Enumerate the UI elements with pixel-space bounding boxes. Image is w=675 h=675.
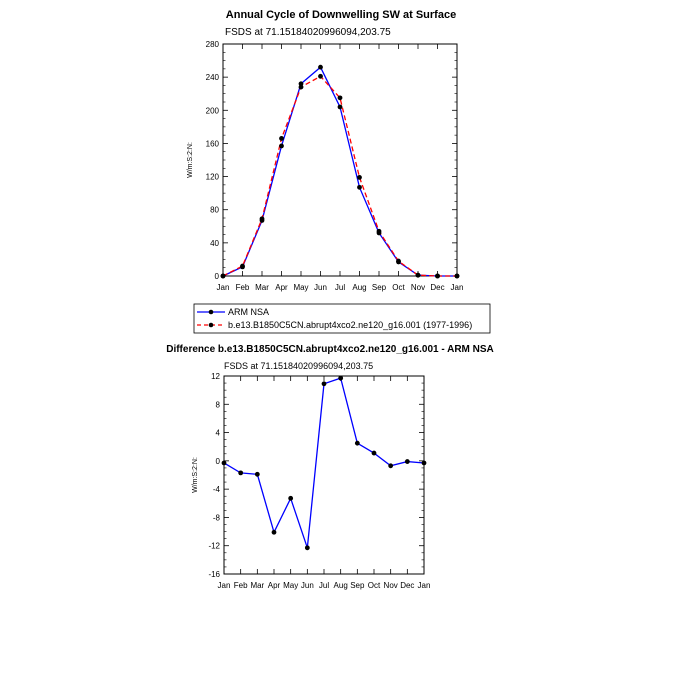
chart2-xtick-label: Sep: [350, 581, 365, 590]
chart1-ytick-label: 200: [205, 106, 219, 116]
chart2-xtick-label: Aug: [333, 581, 348, 590]
chart1-ytick-label: 0: [214, 272, 219, 281]
chart1-point-1-4: [299, 85, 304, 90]
chart1-point-1-7: [357, 175, 362, 180]
chart1-point-1-8: [377, 229, 382, 234]
chart1-xtick-label: May: [293, 283, 309, 292]
chart2-point-0-8: [355, 441, 360, 446]
chart2-xtick-label: May: [283, 581, 299, 590]
chart1-xtick-label: Oct: [392, 283, 405, 292]
chart1-xtick-label: Sep: [371, 283, 387, 292]
chart1-subtitle: FSDS at 71.15184020996094,203.75: [225, 27, 391, 38]
chart1-point-1-1: [240, 264, 245, 269]
chart2-point-0-7: [338, 376, 343, 381]
legend-model-marker: [209, 323, 214, 328]
chart1-ytick-label: 40: [210, 238, 219, 248]
chart2-point-0-9: [372, 451, 377, 456]
chart1-ytick-label: 240: [205, 73, 219, 83]
chart2-title: Difference b.e13.B1850C5CN.abrupt4xco2.ne120_g16.001 - ARM NSA: [166, 344, 494, 355]
chart2-ytick-label: 12: [211, 372, 220, 381]
chart2-xtick-label: Dec: [400, 581, 415, 590]
chart1-xtick-label: Dec: [430, 283, 445, 292]
chart2-xtick-label: Nov: [383, 581, 398, 590]
chart1-xtick-label: Aug: [352, 283, 367, 292]
chart1-point-1-12: [455, 274, 460, 279]
chart2-xtick-label: Jan: [217, 581, 231, 590]
chart1-xtick-label: Jul: [334, 283, 346, 292]
chart2-point-0-5: [305, 545, 310, 550]
chart2-point-0-11: [405, 459, 410, 464]
chart2-ytick-label: -4: [212, 485, 220, 495]
chart2-point-0-3: [272, 530, 277, 535]
chart1-point-1-5: [318, 74, 323, 79]
chart1-point-0-5: [318, 65, 323, 70]
chart1-xtick-label: Jan: [216, 283, 230, 292]
chart1-point-0-7: [357, 185, 362, 190]
chart1-title: Annual Cycle of Downwelling SW at Surface: [225, 9, 457, 21]
chart1-xtick-label: Mar: [255, 283, 269, 292]
chart1-point-1-6: [338, 95, 343, 100]
chart2-xtick-label: Oct: [367, 581, 381, 590]
chart2-ytick-label: -16: [208, 570, 220, 579]
chart1-point-1-3: [279, 136, 284, 141]
chart2-point-0-10: [388, 463, 393, 468]
chart2-ylabel: W/m:S:2:N:: [192, 457, 199, 493]
legend-model-label: b.e13.B1850C5CN.abrupt4xco2.ne120_g16.001 (1977-1996): [228, 320, 473, 330]
chart2-ytick-label: -12: [208, 541, 220, 551]
chart1-plot-area: [223, 44, 457, 276]
chart2-xtick-label: Feb: [233, 581, 248, 590]
chart1-point-1-0: [221, 274, 226, 279]
chart2-ytick-label: 4: [215, 428, 220, 438]
chart2-xtick-label: Mar: [250, 581, 265, 590]
chart1-xtick-label: Apr: [275, 283, 288, 292]
chart1-ylabel: W/m:S:2:N:: [187, 142, 194, 178]
chart2-point-0-4: [288, 496, 293, 501]
legend-arm-marker: [209, 310, 214, 315]
chart2-xtick-label: Jan: [417, 581, 431, 590]
chart2-point-0-0: [222, 461, 227, 466]
chart2-point-0-12: [422, 461, 427, 466]
chart2-point-0-1: [238, 470, 243, 475]
chart2-point-0-6: [322, 381, 327, 386]
chart1-point-1-2: [260, 216, 265, 221]
chart2-point-0-2: [255, 472, 260, 477]
chart2-ytick-label: 0: [215, 456, 220, 466]
chart1-point-1-11: [435, 274, 440, 279]
chart1-xtick-label: Jan: [450, 283, 464, 292]
chart2-subtitle: FSDS at 71.15184020996094,203.75: [224, 361, 374, 371]
chart2-xtick-label: Jun: [300, 581, 314, 590]
chart2-xtick-label: Apr: [267, 581, 281, 590]
chart2-ytick-label: 8: [215, 400, 220, 410]
chart2-series-line-0: [224, 378, 424, 548]
chart1-point-0-3: [279, 144, 284, 149]
chart1-ytick-label: 160: [205, 139, 219, 149]
legend-arm-label: ARM NSA: [228, 307, 270, 317]
chart1-ytick-label: 80: [210, 205, 219, 215]
chart1-point-1-10: [416, 273, 421, 278]
chart2-plot-area: [224, 376, 424, 574]
chart2-ytick-label: -8: [212, 513, 220, 523]
chart2-xtick-label: Jul: [318, 581, 330, 590]
chart1-xtick-label: Jun: [314, 283, 327, 292]
chart1-ytick-label: 280: [205, 40, 219, 49]
chart1-xtick-label: Feb: [235, 283, 250, 292]
chart1-xtick-label: Nov: [410, 283, 426, 292]
chart1-point-1-9: [396, 259, 401, 264]
chart1-ytick-label: 120: [205, 172, 219, 182]
chart1-point-0-6: [338, 105, 343, 110]
legend-entry-model: [197, 320, 472, 330]
